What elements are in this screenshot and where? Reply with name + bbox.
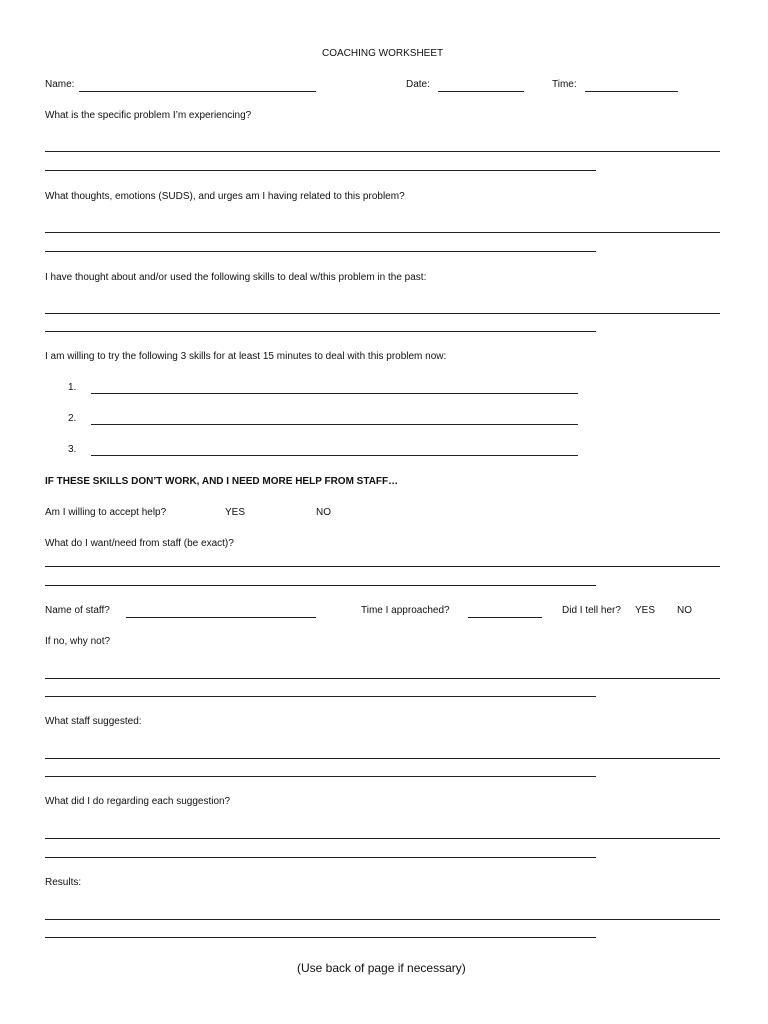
answer-line[interactable] <box>45 232 720 233</box>
skill-number: 3. <box>68 444 77 455</box>
staff-suggested-label: What staff suggested: <box>45 716 142 727</box>
time-approached-field[interactable] <box>468 617 542 618</box>
date-label: Date: <box>406 79 430 90</box>
skill-field[interactable] <box>91 393 578 394</box>
answer-line[interactable] <box>45 857 596 858</box>
footer-note: (Use back of page if necessary) <box>297 961 466 975</box>
staff-name-label: Name of staff? <box>45 605 110 616</box>
answer-line[interactable] <box>45 937 596 938</box>
answer-line[interactable] <box>45 919 720 920</box>
question-willing-skills: I am willing to try the following 3 skills for at least 15 minutes to deal with this problem now: <box>45 351 447 362</box>
answer-line[interactable] <box>45 151 720 152</box>
tell-no-option[interactable]: NO <box>677 605 692 616</box>
skill-number: 1. <box>68 382 77 393</box>
name-field[interactable] <box>79 91 316 92</box>
time-label: Time: <box>552 79 577 90</box>
did-tell-label: Did I tell her? <box>562 605 621 616</box>
answer-line[interactable] <box>45 758 720 759</box>
question-past-skills: I have thought about and/or used the following skills to deal w/this problem in the past: <box>45 272 427 283</box>
results-label: Results: <box>45 877 82 888</box>
no-option[interactable]: NO <box>316 507 331 518</box>
answer-line[interactable] <box>45 696 596 697</box>
skill-number: 2. <box>68 413 77 424</box>
time-approached-label: Time I approached? <box>361 605 450 616</box>
time-field[interactable] <box>585 91 678 92</box>
answer-line[interactable] <box>45 251 596 252</box>
answer-line[interactable] <box>45 838 720 839</box>
answer-line[interactable] <box>45 776 596 777</box>
question-want-need: What do I want/need from staff (be exact)? <box>45 538 234 549</box>
accept-help-question: Am I willing to accept help? <box>45 507 167 518</box>
answer-line[interactable] <box>45 313 720 314</box>
answer-line[interactable] <box>45 331 596 332</box>
if-no-label: If no, why not? <box>45 636 111 647</box>
tell-yes-option[interactable]: YES <box>635 605 656 616</box>
answer-line[interactable] <box>45 170 596 171</box>
yes-option[interactable]: YES <box>225 507 246 518</box>
skill-field[interactable] <box>91 455 578 456</box>
answer-line[interactable] <box>45 678 720 679</box>
answer-line[interactable] <box>45 566 720 567</box>
question-thoughts: What thoughts, emotions (SUDS), and urges am I having related to this problem? <box>45 191 405 202</box>
staff-name-field[interactable] <box>126 617 316 618</box>
skill-field[interactable] <box>91 424 578 425</box>
date-field[interactable] <box>438 91 524 92</box>
section-heading: IF THESE SKILLS DON’T WORK, AND I NEED MORE HELP FROM STAFF… <box>45 476 399 487</box>
page-title: COACHING WORKSHEET <box>322 48 444 59</box>
question-problem: What is the specific problem I’m experiencing? <box>45 110 252 121</box>
regarding-suggestion-label: What did I do regarding each suggestion? <box>45 796 231 807</box>
answer-line[interactable] <box>45 585 596 586</box>
name-label: Name: <box>45 79 75 90</box>
